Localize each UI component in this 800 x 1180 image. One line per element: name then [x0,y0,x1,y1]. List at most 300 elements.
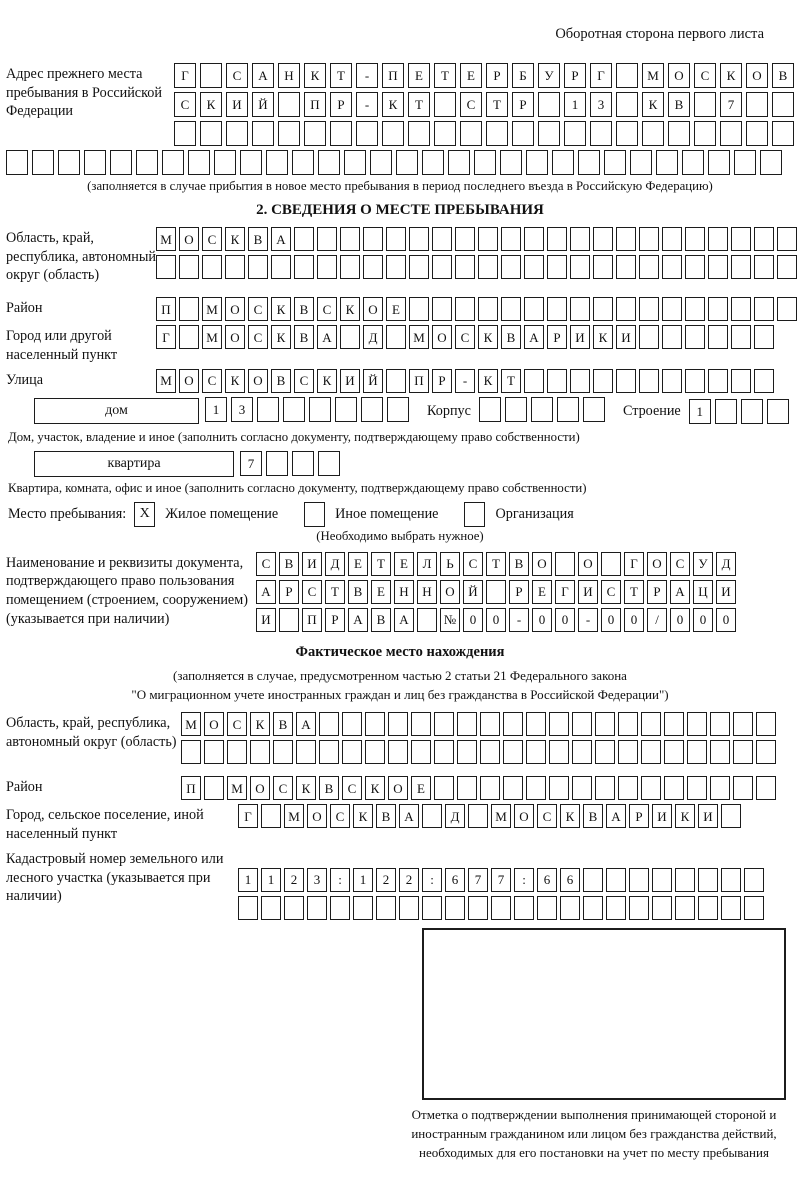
char-cell[interactable] [386,325,406,349]
char-cell[interactable] [715,399,737,424]
char-cell[interactable]: 1 [564,92,586,117]
char-cell[interactable]: В [371,608,391,632]
char-cell[interactable] [480,740,500,764]
char-cell[interactable]: Ц [693,580,713,604]
char-cell[interactable] [720,121,742,146]
char-cell[interactable] [388,740,408,764]
char-cell[interactable] [662,255,682,279]
char-cell[interactable]: О [647,552,667,576]
char-cell[interactable] [266,150,288,175]
char-cell[interactable] [396,150,418,175]
char-cell[interactable] [526,712,546,736]
char-cell[interactable] [480,712,500,736]
char-cell[interactable]: 0 [555,608,575,632]
char-cell[interactable] [524,297,544,321]
char-cell[interactable] [382,121,404,146]
char-cell[interactable] [570,369,590,393]
char-cell[interactable]: А [271,227,291,251]
char-cell[interactable] [524,369,544,393]
char-cell[interactable] [641,776,661,800]
char-cell[interactable] [547,227,567,251]
char-cell[interactable] [468,896,488,920]
char-cell[interactable] [767,399,789,424]
char-cell[interactable]: Й [363,369,383,393]
char-cell[interactable]: К [304,63,326,88]
actual-region-row-1[interactable] [181,712,779,736]
char-cell[interactable]: И [698,804,718,828]
char-cell[interactable] [746,121,768,146]
char-cell[interactable]: М [409,325,429,349]
char-cell[interactable] [344,150,366,175]
char-cell[interactable]: 1 [261,868,281,892]
char-cell[interactable] [491,896,511,920]
char-cell[interactable]: С [248,297,268,321]
char-cell[interactable]: К [593,325,613,349]
char-cell[interactable]: 0 [486,608,506,632]
char-cell[interactable] [330,896,350,920]
char-cell[interactable]: П [304,92,326,117]
char-cell[interactable] [662,297,682,321]
char-cell[interactable] [754,255,774,279]
char-cell[interactable]: Т [434,63,456,88]
char-cell[interactable] [434,712,454,736]
char-cell[interactable] [319,712,339,736]
char-cell[interactable] [694,92,716,117]
char-cell[interactable]: 0 [716,608,736,632]
char-cell[interactable]: Н [394,580,414,604]
char-cell[interactable]: А [399,804,419,828]
char-cell[interactable]: 0 [693,608,713,632]
char-cell[interactable] [252,121,274,146]
char-cell[interactable]: В [376,804,396,828]
char-cell[interactable]: С [537,804,557,828]
char-cell[interactable] [549,776,569,800]
char-cell[interactable] [266,451,288,476]
char-cell[interactable]: / [647,608,667,632]
stay-type-checkbox-residential[interactable]: X [134,502,155,527]
char-cell[interactable]: В [319,776,339,800]
char-cell[interactable]: - [356,63,378,88]
char-cell[interactable] [734,150,756,175]
char-cell[interactable]: - [455,369,475,393]
char-cell[interactable]: В [509,552,529,576]
char-cell[interactable]: И [256,608,276,632]
char-cell[interactable]: Б [512,63,534,88]
char-cell[interactable]: О [250,776,270,800]
char-cell[interactable] [777,255,797,279]
char-cell[interactable] [204,740,224,764]
char-cell[interactable]: Г [174,63,196,88]
char-cell[interactable]: Е [408,63,430,88]
char-cell[interactable] [664,740,684,764]
char-cell[interactable] [777,227,797,251]
char-cell[interactable] [639,325,659,349]
char-cell[interactable] [710,776,730,800]
char-cell[interactable] [468,804,488,828]
char-cell[interactable] [595,712,615,736]
char-cell[interactable] [708,227,728,251]
char-cell[interactable] [616,255,636,279]
char-cell[interactable] [317,255,337,279]
char-cell[interactable]: 0 [624,608,644,632]
char-cell[interactable] [342,740,362,764]
char-cell[interactable]: А [317,325,337,349]
char-cell[interactable] [547,369,567,393]
char-cell[interactable] [432,297,452,321]
char-cell[interactable]: Р [432,369,452,393]
char-cell[interactable]: Р [512,92,534,117]
char-cell[interactable] [304,121,326,146]
char-cell[interactable] [604,150,626,175]
char-cell[interactable]: Г [238,804,258,828]
char-cell[interactable] [84,150,106,175]
char-cell[interactable]: Т [325,580,345,604]
char-cell[interactable] [733,712,753,736]
char-cell[interactable] [422,804,442,828]
char-cell[interactable]: Р [547,325,567,349]
char-cell[interactable] [448,150,470,175]
char-cell[interactable]: С [226,63,248,88]
char-cell[interactable]: К [720,63,742,88]
char-cell[interactable]: В [271,369,291,393]
char-cell[interactable]: 1 [205,397,227,422]
char-cell[interactable] [583,868,603,892]
char-cell[interactable]: П [156,297,176,321]
char-cell[interactable] [616,369,636,393]
char-cell[interactable]: П [302,608,322,632]
char-cell[interactable] [478,297,498,321]
char-cell[interactable] [733,776,753,800]
char-cell[interactable] [618,712,638,736]
char-cell[interactable] [376,896,396,920]
char-cell[interactable] [560,896,580,920]
char-cell[interactable] [156,255,176,279]
char-cell[interactable] [572,712,592,736]
char-cell[interactable] [682,150,704,175]
char-cell[interactable] [629,896,649,920]
char-cell[interactable]: К [365,776,385,800]
char-cell[interactable] [512,121,534,146]
char-cell[interactable] [422,896,442,920]
char-cell[interactable]: К [478,369,498,393]
char-cell[interactable] [292,451,314,476]
char-cell[interactable]: О [746,63,768,88]
char-cell[interactable]: Е [532,580,552,604]
actual-district-row[interactable] [181,776,779,800]
char-cell[interactable]: Е [386,297,406,321]
char-cell[interactable] [642,121,664,146]
char-cell[interactable]: В [501,325,521,349]
char-cell[interactable]: С [227,712,247,736]
char-cell[interactable] [708,369,728,393]
char-cell[interactable] [772,121,794,146]
char-cell[interactable] [572,776,592,800]
char-cell[interactable]: Т [486,92,508,117]
char-cell[interactable] [549,740,569,764]
char-cell[interactable] [457,776,477,800]
char-cell[interactable]: Н [417,580,437,604]
char-cell[interactable] [501,297,521,321]
cadastral-row-1[interactable] [238,868,767,892]
char-cell[interactable]: К [478,325,498,349]
char-cell[interactable] [772,92,794,117]
char-cell[interactable]: Е [460,63,482,88]
char-cell[interactable]: 3 [307,868,327,892]
district-row[interactable] [156,297,800,321]
char-cell[interactable] [478,255,498,279]
char-cell[interactable] [200,121,222,146]
char-cell[interactable] [409,297,429,321]
char-cell[interactable] [708,297,728,321]
char-cell[interactable] [370,150,392,175]
char-cell[interactable] [409,255,429,279]
char-cell[interactable] [227,740,247,764]
char-cell[interactable]: У [538,63,560,88]
char-cell[interactable] [503,712,523,736]
char-cell[interactable] [340,255,360,279]
char-cell[interactable] [257,397,279,422]
house-number-row[interactable] [205,397,413,422]
char-cell[interactable]: Ь [440,552,460,576]
char-cell[interactable]: Р [325,608,345,632]
char-cell[interactable]: И [616,325,636,349]
char-cell[interactable] [318,150,340,175]
char-cell[interactable] [685,369,705,393]
char-cell[interactable] [685,255,705,279]
char-cell[interactable] [386,255,406,279]
char-cell[interactable] [204,776,224,800]
char-cell[interactable]: 7 [491,868,511,892]
char-cell[interactable] [500,150,522,175]
char-cell[interactable]: Г [555,580,575,604]
char-cell[interactable]: К [642,92,664,117]
char-cell[interactable]: М [202,325,222,349]
char-cell[interactable]: К [250,712,270,736]
char-cell[interactable] [675,896,695,920]
char-cell[interactable]: Р [647,580,667,604]
char-cell[interactable] [754,227,774,251]
char-cell[interactable]: В [294,297,314,321]
char-cell[interactable] [616,227,636,251]
char-cell[interactable] [356,121,378,146]
char-cell[interactable] [32,150,54,175]
char-cell[interactable] [756,740,776,764]
char-cell[interactable] [721,868,741,892]
char-cell[interactable] [248,255,268,279]
actual-region-row-2[interactable] [181,740,779,764]
char-cell[interactable] [526,776,546,800]
char-cell[interactable] [110,150,132,175]
char-cell[interactable] [240,150,262,175]
char-cell[interactable] [721,804,741,828]
char-cell[interactable]: 3 [231,397,253,422]
char-cell[interactable] [708,325,728,349]
char-cell[interactable]: С [694,63,716,88]
char-cell[interactable] [434,776,454,800]
char-cell[interactable] [741,399,763,424]
prev-address-row-2[interactable] [174,92,798,117]
char-cell[interactable]: А [296,712,316,736]
char-cell[interactable] [733,740,753,764]
char-cell[interactable] [618,776,638,800]
char-cell[interactable]: С [317,297,337,321]
char-cell[interactable] [411,740,431,764]
char-cell[interactable] [564,121,586,146]
char-cell[interactable] [629,868,649,892]
char-cell[interactable] [335,397,357,422]
char-cell[interactable]: 2 [376,868,396,892]
char-cell[interactable] [501,227,521,251]
char-cell[interactable]: С [202,369,222,393]
char-cell[interactable] [284,896,304,920]
char-cell[interactable] [664,776,684,800]
char-cell[interactable]: И [716,580,736,604]
char-cell[interactable]: В [294,325,314,349]
char-cell[interactable] [754,325,774,349]
char-cell[interactable] [639,369,659,393]
char-cell[interactable] [503,776,523,800]
char-cell[interactable]: 1 [353,868,373,892]
char-cell[interactable]: О [225,297,245,321]
char-cell[interactable]: О [363,297,383,321]
char-cell[interactable]: 6 [445,868,465,892]
char-cell[interactable]: 0 [532,608,552,632]
char-cell[interactable]: Е [348,552,368,576]
char-cell[interactable]: А [606,804,626,828]
char-cell[interactable]: С [294,369,314,393]
char-cell[interactable] [486,580,506,604]
char-cell[interactable] [754,297,774,321]
char-cell[interactable]: К [340,297,360,321]
char-cell[interactable] [593,369,613,393]
char-cell[interactable] [593,255,613,279]
char-cell[interactable] [570,297,590,321]
char-cell[interactable]: О [248,369,268,393]
char-cell[interactable] [179,325,199,349]
char-cell[interactable]: М [202,297,222,321]
char-cell[interactable] [225,255,245,279]
char-cell[interactable]: М [156,227,176,251]
char-cell[interactable]: Н [278,63,300,88]
char-cell[interactable] [386,369,406,393]
char-cell[interactable] [278,92,300,117]
char-cell[interactable] [590,121,612,146]
char-cell[interactable] [687,712,707,736]
region-row-2[interactable] [156,255,800,279]
char-cell[interactable]: М [227,776,247,800]
char-cell[interactable] [340,227,360,251]
char-cell[interactable] [365,740,385,764]
char-cell[interactable]: С [248,325,268,349]
char-cell[interactable]: 6 [560,868,580,892]
char-cell[interactable]: - [578,608,598,632]
char-cell[interactable] [309,397,331,422]
char-cell[interactable]: Р [279,580,299,604]
char-cell[interactable] [514,896,534,920]
char-cell[interactable]: Р [509,580,529,604]
char-cell[interactable] [417,608,437,632]
char-cell[interactable] [174,121,196,146]
prev-address-row-4[interactable] [6,150,794,175]
char-cell[interactable]: С [330,804,350,828]
char-cell[interactable] [593,227,613,251]
char-cell[interactable] [478,227,498,251]
char-cell[interactable] [616,121,638,146]
char-cell[interactable] [432,255,452,279]
char-cell[interactable]: Т [624,580,644,604]
char-cell[interactable]: К [560,804,580,828]
char-cell[interactable] [531,397,553,422]
korpus-row[interactable] [479,397,609,422]
char-cell[interactable]: О [432,325,452,349]
char-cell[interactable]: А [524,325,544,349]
char-cell[interactable] [760,150,782,175]
char-cell[interactable]: Т [408,92,430,117]
char-cell[interactable]: П [409,369,429,393]
char-cell[interactable]: П [181,776,201,800]
char-cell[interactable] [296,740,316,764]
char-cell[interactable] [136,150,158,175]
char-cell[interactable]: К [225,369,245,393]
char-cell[interactable]: 6 [537,868,557,892]
char-cell[interactable]: В [248,227,268,251]
char-cell[interactable]: 0 [670,608,690,632]
char-cell[interactable]: И [652,804,672,828]
char-cell[interactable]: С [455,325,475,349]
char-cell[interactable] [501,255,521,279]
char-cell[interactable]: М [181,712,201,736]
char-cell[interactable]: И [226,92,248,117]
char-cell[interactable]: Е [371,580,391,604]
char-cell[interactable]: В [279,552,299,576]
char-cell[interactable] [698,896,718,920]
char-cell[interactable]: А [256,580,276,604]
char-cell[interactable]: О [668,63,690,88]
char-cell[interactable]: А [670,580,690,604]
char-cell[interactable] [479,397,501,422]
char-cell[interactable]: К [675,804,695,828]
char-cell[interactable]: 7 [720,92,742,117]
apartment-number-row[interactable] [240,451,344,476]
char-cell[interactable] [555,552,575,576]
char-cell[interactable] [202,255,222,279]
char-cell[interactable] [361,397,383,422]
char-cell[interactable] [641,740,661,764]
char-cell[interactable] [616,92,638,117]
char-cell[interactable]: С [256,552,276,576]
char-cell[interactable]: 0 [463,608,483,632]
char-cell[interactable] [480,776,500,800]
char-cell[interactable] [731,255,751,279]
char-cell[interactable] [261,896,281,920]
region-row-1[interactable] [156,227,800,251]
char-cell[interactable]: 2 [399,868,419,892]
char-cell[interactable]: Д [445,804,465,828]
char-cell[interactable] [731,227,751,251]
char-cell[interactable] [538,121,560,146]
char-cell[interactable]: К [382,92,404,117]
char-cell[interactable]: К [200,92,222,117]
char-cell[interactable] [238,896,258,920]
char-cell[interactable]: С [202,227,222,251]
char-cell[interactable]: О [225,325,245,349]
char-cell[interactable] [524,255,544,279]
char-cell[interactable]: О [179,227,199,251]
char-cell[interactable] [694,121,716,146]
char-cell[interactable] [656,150,678,175]
char-cell[interactable] [363,227,383,251]
char-cell[interactable]: О [514,804,534,828]
